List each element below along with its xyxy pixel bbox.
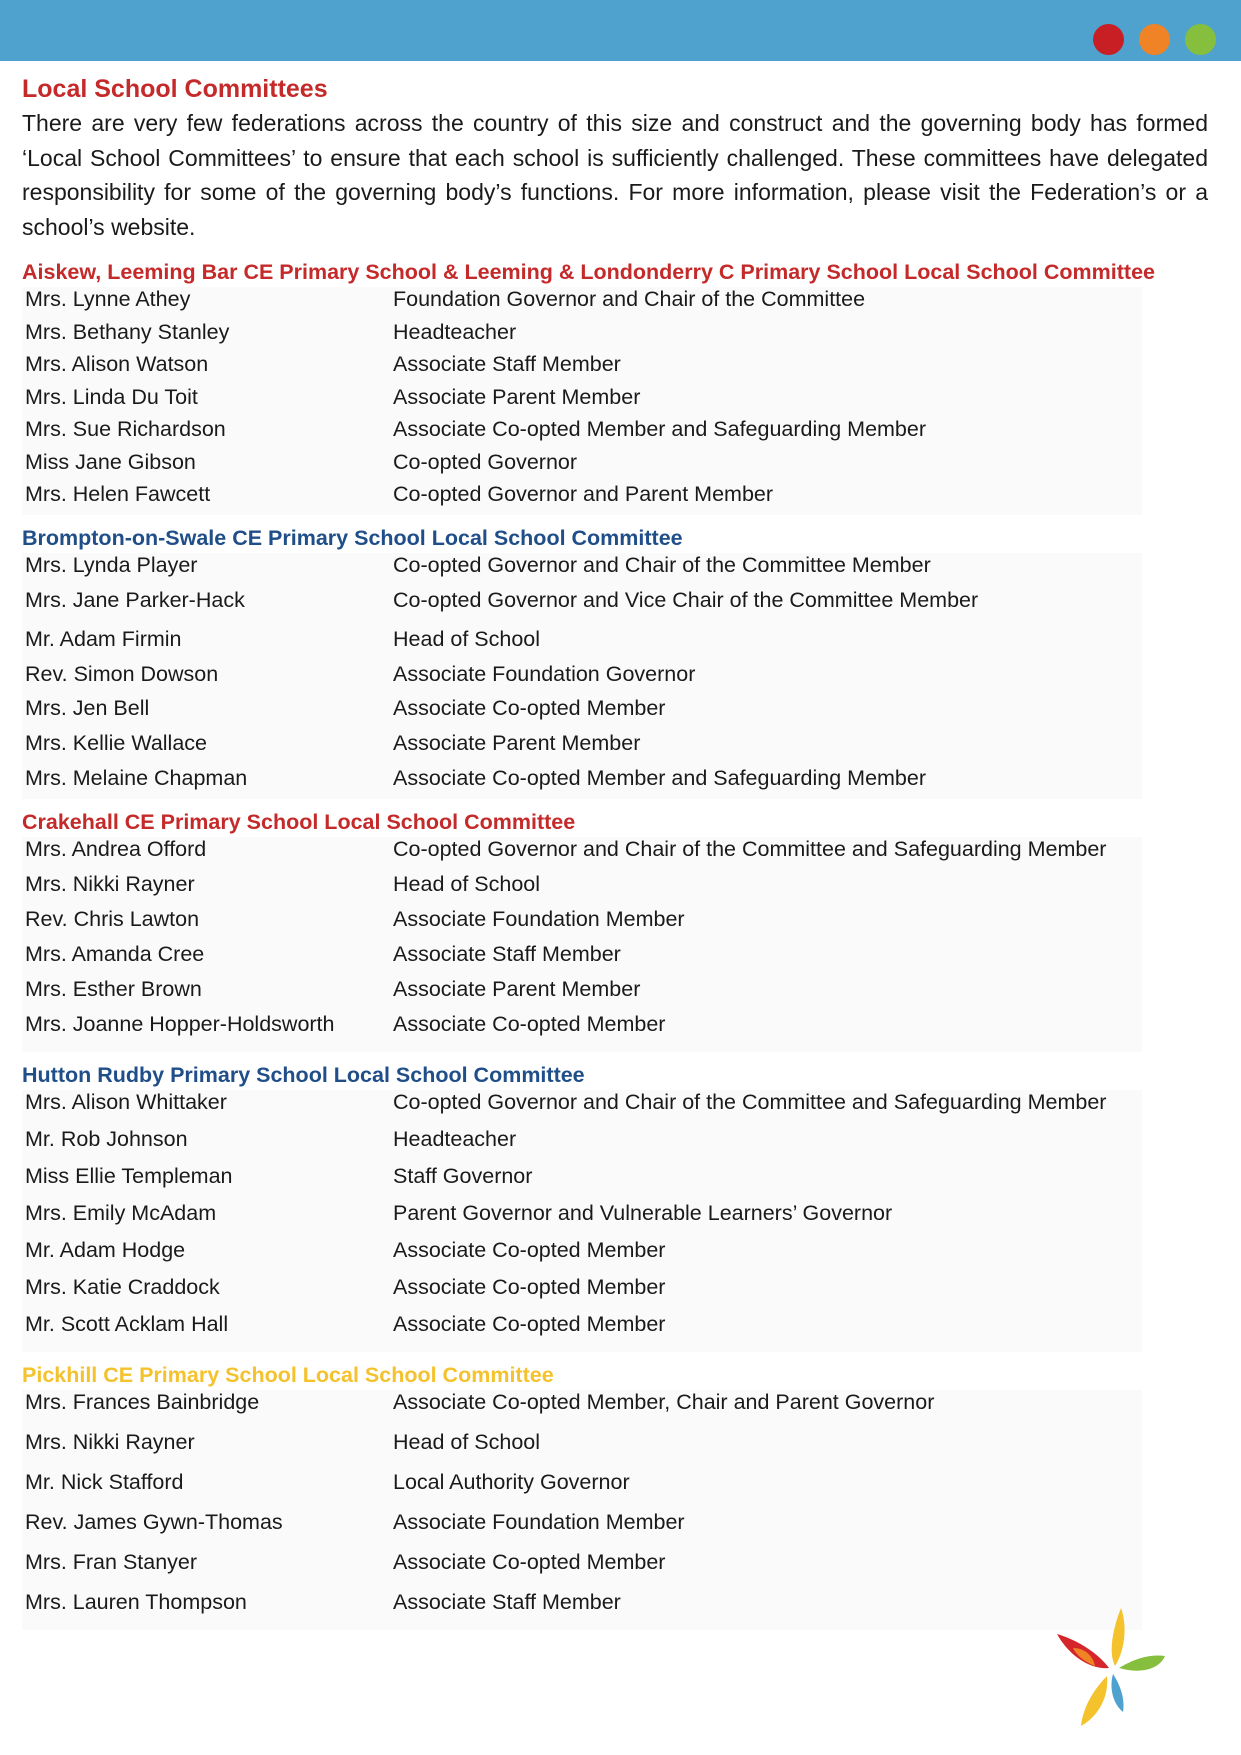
member-name: Mr. Nick Stafford — [25, 1469, 184, 1494]
committee-heading: Brompton-on-Swale CE Primary School Local School Committee — [22, 525, 683, 550]
member-role: Associate Co-opted Member — [393, 1311, 666, 1336]
member-role: Associate Co-opted Member and Safeguarding Member — [393, 417, 927, 441]
green-dot-icon — [1185, 24, 1216, 55]
red-dot-icon — [1093, 24, 1124, 55]
member-row — [22, 1012, 1142, 1052]
member-role: Associate Foundation Member — [393, 1509, 685, 1534]
member-name: Miss Jane Gibson — [25, 449, 196, 474]
member-role: Associate Co-opted Member — [393, 695, 666, 720]
member-role: Associate Co-opted Member — [393, 1274, 666, 1299]
member-list — [22, 553, 1142, 799]
member-name: Miss Ellie Templeman — [25, 1163, 233, 1188]
member-role: Headteacher — [393, 1126, 517, 1151]
header-bar — [0, 0, 1241, 61]
committee-heading: Hutton Rudby Primary School Local School Committee — [22, 1062, 585, 1087]
member-row — [22, 417, 1142, 450]
member-row — [22, 696, 1142, 731]
member-role: Co-opted Governor — [393, 449, 578, 474]
intro-paragraph: There are very few federations across the country of this size and construct and the governing body has formed ‘Local School Committees’ to ensure that each school is sufficiently challenged. These committees have delegated responsibility for some of the governing body’s functions. For more information, please visit the Federation’s or a school’s website. — [22, 110, 1208, 240]
member-name: Mrs. Esther Brown — [25, 976, 202, 1001]
member-name: Mrs. Lynne Athey — [25, 287, 191, 311]
member-name: Mrs. Katie Craddock — [25, 1274, 220, 1299]
member-role: Associate Co-opted Member — [393, 1237, 666, 1262]
main-content — [22, 72, 1208, 1638]
member-row — [22, 1510, 1142, 1550]
member-role: Co-opted Governor and Vice Chair of the Committee Member — [393, 587, 979, 612]
member-role: Head of School — [393, 1429, 541, 1454]
member-role: Associate Co-opted Member and Safeguarding Member — [393, 765, 927, 790]
member-name: Mrs. Andrea Offord — [25, 836, 207, 861]
member-row — [22, 1590, 1142, 1630]
member-row — [22, 1312, 1142, 1352]
member-row — [22, 1470, 1142, 1510]
member-name: Mr. Adam Hodge — [25, 1237, 186, 1262]
member-name: Mrs. Helen Fawcett — [25, 482, 211, 506]
committee-hutton-rudby — [22, 1060, 1208, 1352]
member-name: Mrs. Lynda Player — [25, 552, 198, 577]
orange-dot-icon — [1139, 24, 1170, 55]
member-name: Mrs. Jen Bell — [25, 695, 150, 720]
member-list — [22, 287, 1142, 515]
member-row — [22, 1238, 1142, 1275]
member-row — [22, 450, 1142, 483]
member-row — [22, 907, 1142, 942]
member-role: Co-opted Governor and Chair of the Committee Member — [393, 552, 931, 577]
member-row — [22, 320, 1142, 353]
member-name: Mrs. Kellie Wallace — [25, 730, 207, 755]
member-role: Headteacher — [393, 319, 517, 344]
member-list — [22, 1090, 1142, 1352]
member-role: Head of School — [393, 626, 541, 651]
member-role: Associate Staff Member — [393, 1589, 621, 1614]
member-name: Mrs. Emily McAdam — [25, 1200, 217, 1225]
member-name: Mrs. Frances Bainbridge — [25, 1389, 260, 1414]
committee-heading: Aiskew, Leeming Bar CE Primary School & Leeming & Londonderry C Primary School Local School Committee — [22, 260, 1155, 284]
committee-aiskew-leeming — [22, 257, 1208, 515]
member-role: Staff Governor — [393, 1163, 533, 1188]
member-name: Mrs. Bethany Stanley — [25, 319, 230, 344]
member-role: Associate Parent Member — [393, 976, 641, 1001]
member-name: Mrs. Alison Watson — [25, 352, 209, 376]
member-role: Local Authority Governor — [393, 1469, 630, 1494]
page-title: Local School Committees — [22, 75, 328, 103]
member-row — [22, 1201, 1142, 1238]
member-role: Associate Foundation Member — [393, 906, 685, 931]
member-role: Co-opted Governor and Parent Member — [393, 482, 774, 506]
member-role: Co-opted Governor and Chair of the Committee and Safeguarding Member — [393, 1089, 1107, 1114]
member-row — [22, 1430, 1142, 1470]
member-row — [22, 662, 1142, 696]
member-row — [22, 627, 1142, 662]
member-role: Co-opted Governor and Chair of the Committee and Safeguarding Member — [393, 836, 1107, 861]
member-name: Mr. Rob Johnson — [25, 1126, 188, 1151]
member-name: Mrs. Nikki Rayner — [25, 871, 195, 896]
committee-heading: Pickhill CE Primary School Local School Committee — [22, 1362, 554, 1387]
member-name: Rev. James Gywn-Thomas — [25, 1509, 283, 1534]
member-name: Mrs. Alison Whittaker — [25, 1089, 227, 1114]
member-role: Associate Staff Member — [393, 941, 621, 966]
member-role: Associate Parent Member — [393, 384, 641, 409]
member-name: Mrs. Lauren Thompson — [25, 1589, 247, 1614]
committee-crakehall — [22, 807, 1208, 1052]
member-row — [22, 553, 1142, 588]
member-row — [22, 1550, 1142, 1590]
member-role: Associate Parent Member — [393, 730, 641, 755]
member-role: Associate Foundation Governor — [393, 661, 696, 686]
committee-pickhill — [22, 1360, 1208, 1630]
member-name: Mr. Scott Acklam Hall — [25, 1311, 229, 1336]
member-role: Associate Co-opted Member, Chair and Parent Governor — [393, 1389, 935, 1414]
member-name: Mr. Adam Firmin — [25, 626, 182, 651]
federation-logo-icon — [1055, 1608, 1175, 1728]
member-role: Associate Staff Member — [393, 352, 621, 376]
committee-brompton-on-swale — [22, 523, 1208, 799]
member-list — [22, 837, 1142, 1052]
member-name: Rev. Chris Lawton — [25, 906, 200, 931]
member-role: Associate Co-opted Member — [393, 1549, 666, 1574]
member-name: Mrs. Linda Du Toit — [25, 384, 198, 409]
member-name: Mrs. Amanda Cree — [25, 941, 205, 966]
member-name: Mrs. Nikki Rayner — [25, 1429, 195, 1454]
member-row — [22, 766, 1142, 799]
member-row — [22, 1090, 1142, 1127]
member-list — [22, 1390, 1142, 1630]
member-role: Associate Co-opted Member — [393, 1011, 666, 1036]
member-row — [22, 482, 1142, 515]
member-row — [22, 942, 1142, 977]
member-row — [22, 1390, 1142, 1430]
member-row — [22, 977, 1142, 1012]
member-row — [22, 1127, 1142, 1164]
member-name: Mrs. Jane Parker-Hack — [25, 587, 245, 612]
member-row — [22, 837, 1142, 872]
member-role: Foundation Governor and Chair of the Committee — [393, 287, 866, 311]
member-name: Rev. Simon Dowson — [25, 661, 219, 686]
member-role: Head of School — [393, 871, 541, 896]
member-name: Mrs. Fran Stanyer — [25, 1549, 198, 1574]
member-row — [22, 588, 1142, 627]
member-row — [22, 1164, 1142, 1201]
member-row — [22, 731, 1142, 766]
member-name: Mrs. Melaine Chapman — [25, 765, 248, 790]
member-role: Parent Governor and Vulnerable Learners’ Governor — [393, 1200, 893, 1225]
committee-heading: Crakehall CE Primary School Local School Committee — [22, 809, 576, 834]
member-row — [22, 872, 1142, 907]
member-name: Mrs. Sue Richardson — [25, 417, 226, 441]
member-row — [22, 1275, 1142, 1312]
member-row — [22, 385, 1142, 418]
member-row — [22, 352, 1142, 385]
member-row — [22, 287, 1142, 320]
member-name: Mrs. Joanne Hopper-Holdsworth — [25, 1011, 335, 1036]
